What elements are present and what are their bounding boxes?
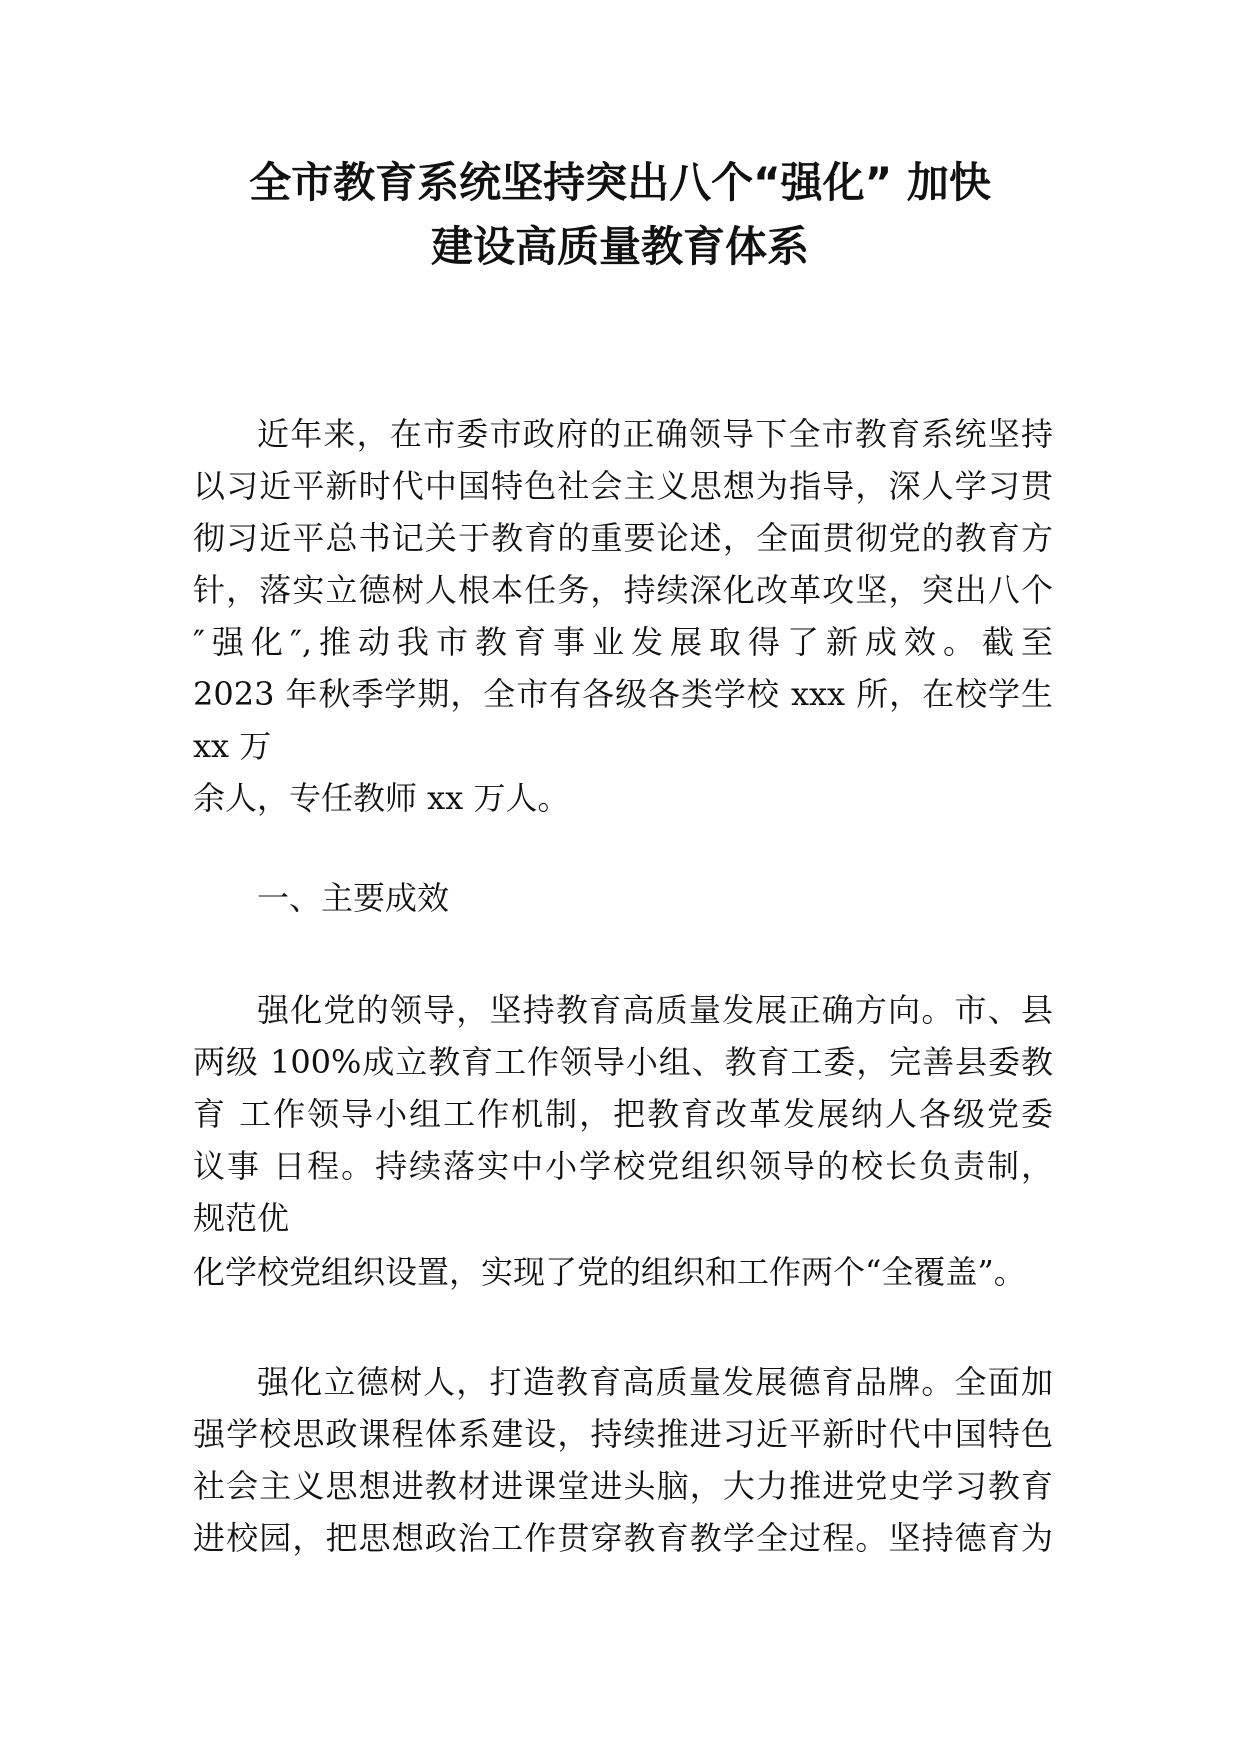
para1-line-2: 两级 100%成立教育工作领导小组、教育工委，完善县委教 [193, 1043, 1053, 1081]
para2-line-1: 强化立德树人，打造教育高质量发展德育品牌。全面加 [257, 1363, 1053, 1401]
intro-line-5: ″强化″,推动我市教育事业发展取得了新成效。截至 [193, 623, 1053, 661]
intro-line-6: 2023 年秋季学期，全市有各级各类学校 xxx 所，在校学生 [193, 675, 1053, 713]
section-heading: 一、主要成效 [257, 879, 450, 917]
document-title-line-1: 全市教育系统坚持突出八个“强化” 加快 [249, 158, 991, 207]
para2-line-2: 强学校思政课程体系建设，持续推进习近平新时代中国特色 [193, 1415, 1053, 1453]
para1-line-4: 议事 日程。持续落实中小学校党组织领导的校长负责制， [193, 1147, 1053, 1185]
intro-line-3: 彻习近平总书记关于教育的重要论述，全面贯彻党的教育方 [193, 519, 1053, 557]
intro-line-1: 近年来，在市委市政府的正确领导下全市教育系统坚持 [257, 415, 1053, 453]
intro-line-8: 余人，专任教师 xx 万人。 [193, 779, 570, 817]
para2-line-4: 进校园，把思想政治工作贯穿教育教学全过程。坚持德育为 [193, 1519, 1053, 1557]
para1-line-6: 化学校党组织设置，实现了党的组织和工作两个“全覆盖”。 [193, 1253, 1026, 1291]
para1-line-5: 规范优 [193, 1199, 290, 1237]
para1-line-1: 强化党的领导，坚持教育高质量发展正确方向。市、县 [257, 991, 1053, 1029]
para1-line-3: 育 工作领导小组工作机制，把教育改革发展纳人各级党委 [193, 1095, 1053, 1133]
intro-line-7: xx 万 [193, 727, 272, 765]
intro-line-2: 以习近平新时代中国特色社会主义思想为指导，深人学习贯 [193, 467, 1053, 505]
document-title-line-2: 建设高质量教育体系 [430, 222, 809, 271]
para2-line-3: 社会主义思想进教材进课堂进头脑，大力推进党史学习教育 [193, 1467, 1053, 1505]
intro-line-4: 针，落实立德树人根本任务，持续深化改革攻坚，突出八个 [193, 571, 1053, 609]
